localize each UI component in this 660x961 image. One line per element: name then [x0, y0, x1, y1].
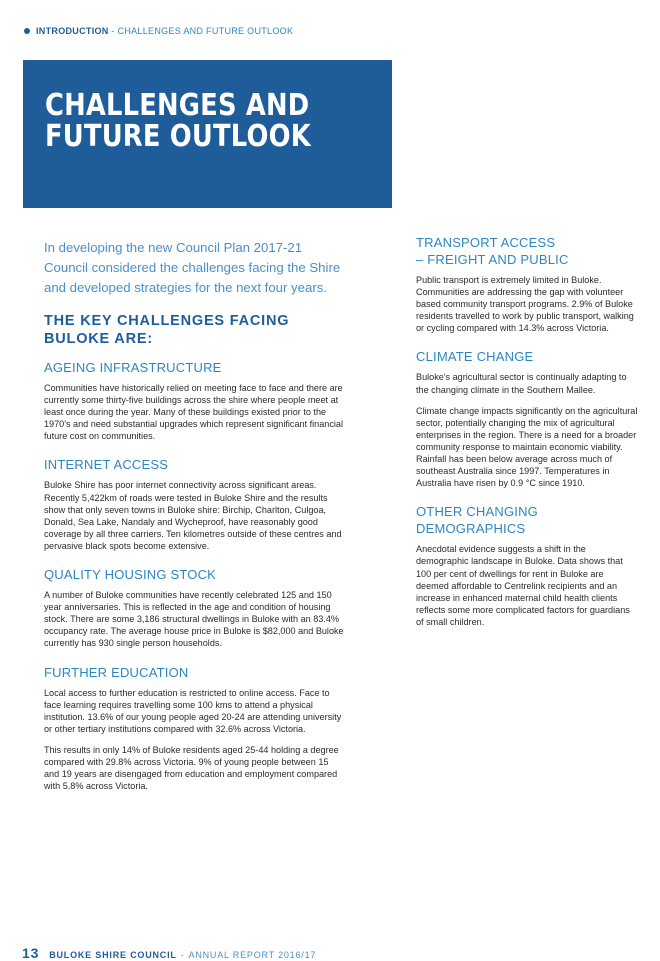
section-paragraph: Public transport is extremely limited in Buloke. Communities are addressing the gap with volunteer based community transport programs. 2.9% of Buloke residents travelled to work by public transport, walking or cycling compared with 14.3% across Victoria. — [416, 275, 634, 334]
section-heading-line-1: TRANSPORT ACCESS — [416, 235, 556, 250]
breadcrumb — [24, 26, 293, 36]
breadcrumb-separator: - — [108, 26, 118, 36]
section-heading: QUALITY HOUSING STOCK — [44, 567, 217, 583]
title-banner — [23, 60, 392, 208]
section-ageing-infrastructure — [44, 359, 344, 442]
section-heading — [416, 234, 638, 268]
footer-separator: - — [180, 950, 185, 960]
section-heading: OTHER CHANGING DEMOGRAPHICS — [416, 504, 538, 537]
breadcrumb-section: INTRODUCTION — [36, 26, 109, 36]
section-heading: AGEING INFRASTRUCTURE — [44, 360, 222, 375]
section-transport-access — [416, 234, 638, 334]
section-heading: CLIMATE CHANGE — [416, 349, 534, 365]
right-column — [416, 234, 638, 637]
section-heading: INTERNET ACCESS — [44, 457, 169, 473]
section-paragraph: Buloke Shire has poor internet connectivity across significant areas. Recently 5,422km of roads were tested in Buloke Shire and the results show that only seven towns in Buloke shire: Birchip, Charlton, Culgoa, Donald, Sea Lake, Nandaly and Wycheproof, have reasonably good coverage by all three carriers. Ten kilometres outside of these centres and pervasive black spots become extensive. — [44, 480, 342, 551]
page-title-line-2: FUTURE OUTLOOK — [45, 119, 311, 154]
left-column — [44, 238, 344, 801]
section-quality-housing-stock — [44, 566, 344, 649]
section-further-education — [44, 664, 344, 793]
page-title-line-1: CHALLENGES AND — [45, 88, 310, 123]
breadcrumb-page: CHALLENGES AND FUTURE OUTLOOK — [117, 26, 294, 36]
key-heading-line-1: THE KEY CHALLENGES FACING — [44, 313, 290, 329]
section-paragraph: Climate change impacts significantly on the agricultural sector, potentially changing the mix of agricultural enterprises in the region. There is a need for a broader community response to maintain economic viability. Rainfall has been below average across much of southeast Australia since 1997. Temperatures in Australia have risen by 0.9 °C since 1910. — [416, 405, 638, 489]
section-heading: FURTHER EDUCATION — [44, 664, 189, 680]
bullet-icon — [24, 28, 30, 34]
intro-text: In developing the new Council Plan 2017-21 Council considered the challenges facing the Shire and developed strategies for the next four years. — [44, 240, 341, 295]
section-paragraph: Buloke's agricultural sector is continually adapting to the changing climate in the Southern Mallee. — [416, 372, 627, 395]
section-paragraph: Local access to further education is restricted to online access. Face to face learning requires travelling some 100 kms to attend a physical institution. 13.6% of our young people aged 20-24 are attending university or other tertiary institutions compared with 32.6% across Victoria. — [44, 687, 342, 734]
section-paragraph: Anecdotal evidence suggests a shift in the demographic landscape in Buloke. Data shows that 100 per cent of dwellings for rent in Buloke are deemed affordable to Centrelink recipients and an increase in enhanced maternal child health clients reflects some more complicated factors for guardians of small children. — [416, 544, 630, 627]
section-internet-access — [44, 456, 344, 552]
key-heading-line-2: BULOKE ARE: — [44, 331, 153, 347]
footer-report-title: ANNUAL REPORT 2016/17 — [188, 950, 317, 960]
page-title — [45, 90, 389, 152]
section-paragraph: Communities have historically relied on meeting face to face and there are currently some thirty-five buildings across the shire where people meet at least once during the year. Many of these buildings existed prior to the 1970's and need substantial upgrades which represent significant financial future cost on communities. — [44, 383, 343, 442]
footer-organisation: BULOKE SHIRE COUNCIL — [49, 950, 177, 960]
section-paragraph: A number of Buloke communities have recently celebrated 125 and 150 year anniversaries. This is reflected in the age and condition of housing stock. There are some 3,186 structural dwellings in Buloke with an 83.4% occupancy rate. The average house price in Buloke is $82,000 and Buloke currently has 930 single person households. — [44, 590, 344, 649]
section-climate-change — [416, 348, 638, 489]
key-challenges-heading — [44, 312, 344, 348]
section-heading-line-2: – FREIGHT AND PUBLIC — [416, 252, 569, 267]
section-other-changing-demographics — [416, 503, 638, 628]
section-paragraph: This results in only 14% of Buloke residents aged 25-44 holding a degree compared with 29.8% across Victoria. 9% of young people between 15 and 19 years are disengaged from education and employment compared with 5.8% across Victoria. — [44, 744, 339, 792]
page-number: 13 — [22, 945, 40, 961]
page-footer — [22, 945, 316, 961]
